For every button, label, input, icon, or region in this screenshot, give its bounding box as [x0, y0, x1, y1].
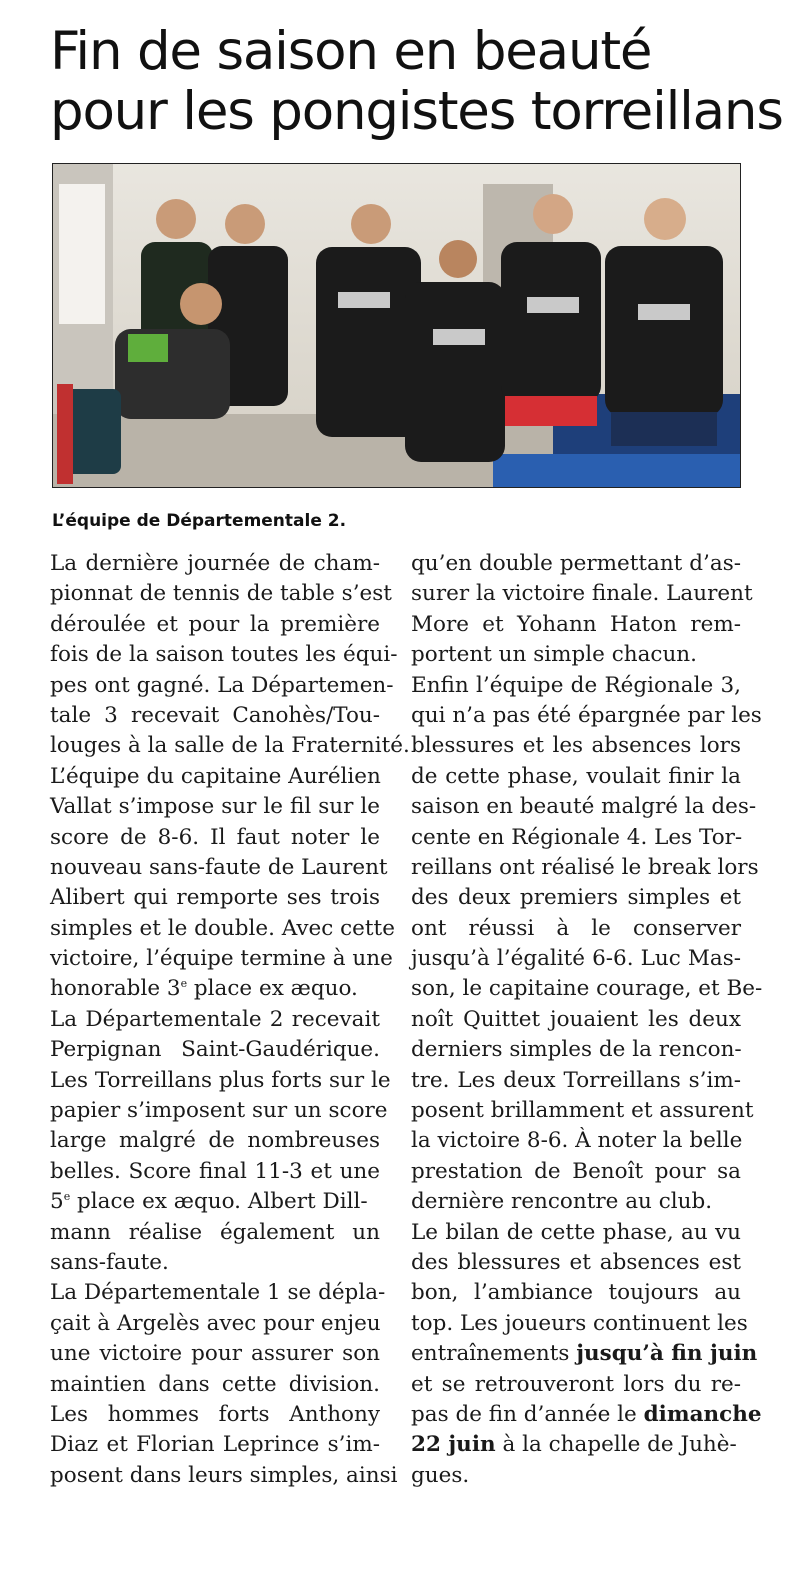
text-line: Diaz et Florian Leprince s’im- — [50, 1432, 380, 1458]
text-line: papier s’imposent sur un score — [50, 1098, 388, 1124]
text-line: fois de la saison toutes les équi- — [50, 642, 398, 668]
text-line: déroulée et pour la première — [50, 611, 380, 637]
text-line: score de 8-6. Il faut noter le — [50, 824, 380, 850]
text-line: cente en Régionale 4. Les Tor- — [411, 824, 743, 850]
text-fragment: place ex æquo. Albert Dill- — [70, 1189, 368, 1215]
text-line — [411, 1400, 762, 1430]
text-line — [411, 1339, 758, 1369]
text-line: des blessures et absences est — [411, 1249, 741, 1275]
text-fragment: pas de fin d’année le — [411, 1401, 644, 1427]
text-line: pes ont gagné. La Départemen- — [50, 672, 394, 698]
ordinal-suffix: e — [180, 977, 188, 991]
text-line: surer la victoire finale. Laurent — [411, 581, 753, 607]
text-line: Enfin l’équipe de Régionale 3, — [411, 672, 741, 698]
text-line: saison en beauté malgré la des- — [411, 794, 757, 820]
text-line: large malgré de nombreuses — [50, 1128, 380, 1154]
text-line: une victoire pour assurer son — [50, 1341, 380, 1367]
text-line: blessures et les absences lors — [411, 733, 741, 759]
headline-line-1: Fin de saison en beauté — [50, 21, 652, 82]
text-line: portent un simple chacun. — [411, 642, 697, 668]
text-line: reillans ont réalisé le break lors — [411, 854, 759, 880]
text-fragment: honorable 3 — [50, 976, 181, 1002]
text-line: nouveau sans-faute de Laurent — [50, 854, 388, 880]
text-line — [411, 1430, 741, 1460]
photo-caption: L’équipe de Départementale 2. — [52, 511, 347, 531]
text-line: simples et le double. Avec cette — [50, 915, 395, 941]
text-line: dernière rencontre au club. — [411, 1189, 713, 1215]
text-line — [50, 974, 380, 1004]
article-headline — [50, 21, 783, 142]
text-line: des deux premiers simples et — [411, 885, 741, 911]
article-column-left — [50, 549, 410, 1491]
text-fragment: entraînements — [411, 1341, 577, 1367]
text-line: mann réalise également un — [50, 1219, 380, 1245]
text-fragment: 5 — [50, 1189, 64, 1215]
text-line: louges à la salle de la Fraternité. — [50, 733, 410, 759]
text-line: top. Les joueurs continuent les — [411, 1310, 748, 1336]
text-line: derniers simples de la rencon- — [411, 1037, 742, 1063]
text-fragment: place ex æquo. — [187, 976, 358, 1002]
emphasis-date: dimanche — [643, 1401, 762, 1427]
text-line: posent brillamment et assurent — [411, 1098, 754, 1124]
text-line: victoire, l’équipe termine à une — [50, 946, 393, 972]
text-line: tale 3 recevait Canohès/Tou- — [50, 702, 380, 728]
team-photo — [52, 163, 741, 488]
text-line: pionnat de tennis de table s’est — [50, 581, 392, 607]
text-fragment: à la chapelle de Juhè- — [495, 1432, 737, 1458]
text-line: de cette phase, voulait finir la — [411, 763, 741, 789]
text-line: La dernière journée de cham- — [50, 551, 380, 576]
text-line: La Départementale 1 se dépla- — [50, 1280, 386, 1306]
ordinal-suffix: e — [63, 1190, 71, 1204]
text-line: qu’en double permettant d’as- — [411, 551, 741, 576]
text-line — [50, 1187, 380, 1217]
text-line: noît Quittet jouaient les deux — [411, 1006, 741, 1032]
text-line: sans-faute. — [50, 1249, 169, 1275]
text-line: La Départementale 2 recevait — [50, 1006, 380, 1032]
text-line: L’équipe du capitaine Aurélien — [50, 763, 381, 789]
text-line: son, le capitaine courage, et Be- — [411, 976, 763, 1002]
headline-line-2: pour les pongistes torreillans — [50, 81, 783, 142]
text-line: Alibert qui remporte ses trois — [50, 885, 380, 911]
text-line: belles. Score final 11-3 et une — [50, 1158, 380, 1184]
text-line: la victoire 8-6. À noter la belle — [411, 1128, 743, 1154]
text-line: Perpignan Saint-Gaudérique. — [50, 1037, 380, 1063]
text-line: tre. Les deux Torreillans s’im- — [411, 1067, 741, 1093]
text-line: Vallat s’impose sur le fil sur le — [50, 794, 380, 820]
emphasis-date: jusqu’à fin juin — [576, 1341, 758, 1367]
text-line: qui n’a pas été épargnée par les — [411, 702, 762, 728]
text-line: More et Yohann Haton rem- — [411, 611, 741, 637]
text-line: Les hommes forts Anthony — [50, 1401, 380, 1427]
text-line: ont réussi à le conserver — [411, 915, 741, 941]
text-line: Les Torreillans plus forts sur le — [50, 1067, 391, 1093]
text-line: bon, l’ambiance toujours au — [411, 1280, 741, 1306]
text-line: maintien dans cette division. — [50, 1371, 380, 1397]
text-line: posent dans leurs simples, ainsi — [50, 1462, 398, 1488]
text-line: prestation de Benoît pour sa — [411, 1158, 741, 1184]
text-line: et se retrouveront lors du re- — [411, 1371, 741, 1397]
emphasis-date: 22 juin — [411, 1432, 496, 1458]
article-column-right — [411, 549, 763, 1491]
text-line: çait à Argelès avec pour enjeu — [50, 1310, 381, 1336]
text-line: Le bilan de cette phase, au vu — [411, 1219, 741, 1245]
text-line: gues. — [411, 1462, 470, 1488]
text-line: jusqu’à l’égalité 6-6. Luc Mas- — [411, 946, 741, 972]
